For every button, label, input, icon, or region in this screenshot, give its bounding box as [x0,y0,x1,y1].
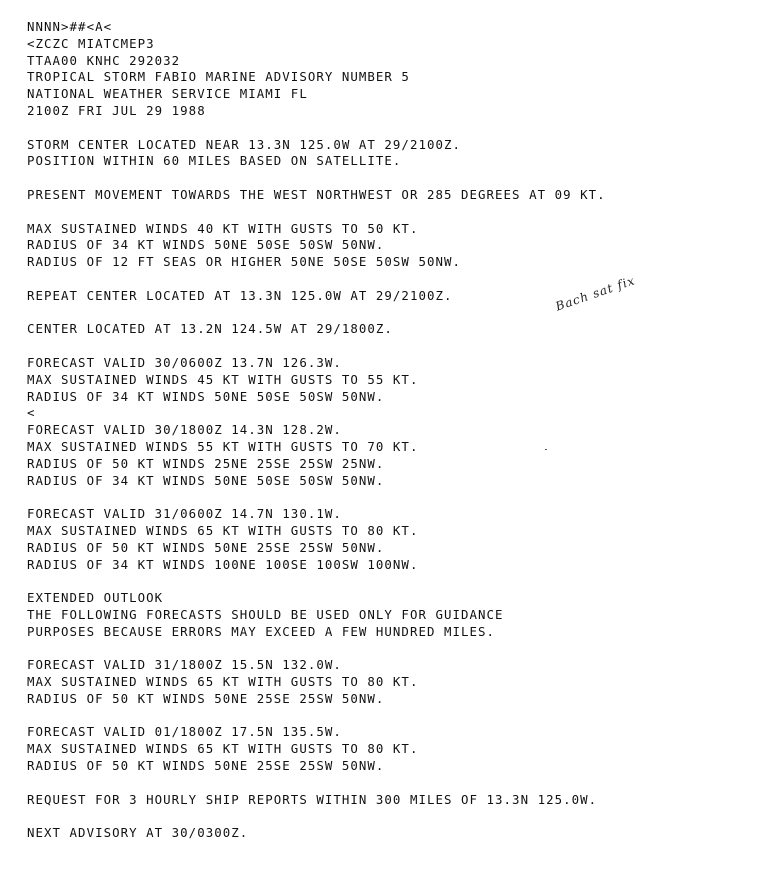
advisory-line: NATIONAL WEATHER SERVICE MIAMI FL [27,86,308,102]
advisory-line: RADIUS OF 34 KT WINDS 50NE 50SE 50SW 50NW. [27,472,385,488]
advisory-line: RADIUS OF 34 KT WINDS 100NE 100SE 100SW 100NW. [27,556,419,572]
advisory-line [27,640,606,657]
advisory-line [27,808,606,825]
advisory-line: <ZCZC MIATCMEP3 [27,35,155,51]
advisory-line: FORECAST VALID 30/0600Z 13.7N 126.3W. [27,354,342,370]
advisory-line [27,708,606,725]
advisory-line: RADIUS OF 34 KT WINDS 50NE 50SE 50SW 50NW. [27,237,385,253]
advisory-line: MAX SUSTAINED WINDS 45 KT WITH GUSTS TO 55 KT. [27,371,419,387]
advisory-line: STORM CENTER LOCATED NEAR 13.3N 125.0W AT 29/2100Z. [27,136,461,152]
advisory-line: NEXT ADVISORY AT 30/0300Z. [27,825,249,841]
advisory-line: TROPICAL STORM FABIO MARINE ADVISORY NUMBER 5 [27,69,410,85]
advisory-line: RADIUS OF 50 KT WINDS 50NE 25SE 25SW 50NW. [27,539,385,555]
advisory-line [27,305,606,322]
advisory-line: EXTENDED OUTLOOK [27,590,164,606]
advisory-line [27,338,606,355]
advisory-line: 2100Z FRI JUL 29 1988 [27,102,206,118]
advisory-line: PRESENT MOVEMENT TOWARDS THE WEST NORTHWEST OR 285 DEGREES AT 09 KT. [27,186,606,202]
handwritten-annotation: Bach sat fix [553,273,637,314]
advisory-line: RADIUS OF 12 FT SEAS OR HIGHER 50NE 50SE 50SW 50NW. [27,254,461,270]
advisory-line: RADIUS OF 34 KT WINDS 50NE 50SE 50SW 50NW. [27,388,385,404]
advisory-line: REPEAT CENTER LOCATED AT 13.3N 125.0W AT 29/2100Z. [27,287,453,303]
advisory-line: POSITION WITHIN 60 MILES BASED ON SATELLITE. [27,153,402,169]
advisory-line: PURPOSES BECAUSE ERRORS MAY EXCEED A FEW HUNDRED MILES. [27,623,496,639]
advisory-line [27,170,606,187]
advisory-line: FORECAST VALID 30/1800Z 14.3N 128.2W. [27,422,342,438]
advisory-line: RADIUS OF 50 KT WINDS 25NE 25SE 25SW 25NW. [27,455,385,471]
ink-speck [545,449,547,450]
advisory-line: RADIUS OF 50 KT WINDS 50NE 25SE 25SW 50NW. [27,690,385,706]
advisory-line: NNNN>##<A< [27,19,113,34]
advisory-line: TTAA00 KNHC 292032 [27,52,181,68]
advisory-line: MAX SUSTAINED WINDS 40 KT WITH GUSTS TO 50 KT. [27,220,419,236]
advisory-line [27,120,606,137]
advisory-line: MAX SUSTAINED WINDS 65 KT WITH GUSTS TO 80 KT. [27,522,419,538]
advisory-line: MAX SUSTAINED WINDS 55 KT WITH GUSTS TO 70 KT. [27,438,419,454]
advisory-text [27,19,606,842]
advisory-line: FORECAST VALID 01/1800Z 17.5N 135.5W. [27,724,342,740]
advisory-line [27,204,606,221]
advisory-line: FORECAST VALID 31/1800Z 15.5N 132.0W. [27,657,342,673]
advisory-line [27,489,606,506]
advisory-line [27,271,606,288]
advisory-line: MAX SUSTAINED WINDS 65 KT WITH GUSTS TO 80 KT. [27,741,419,757]
advisory-line: FORECAST VALID 31/0600Z 14.7N 130.1W. [27,506,342,522]
advisory-line: < [27,405,36,421]
advisory-line [27,775,606,792]
advisory-line: CENTER LOCATED AT 13.2N 124.5W AT 29/1800Z. [27,321,393,337]
advisory-line: MAX SUSTAINED WINDS 65 KT WITH GUSTS TO 80 KT. [27,674,419,690]
advisory-line: THE FOLLOWING FORECASTS SHOULD BE USED ONLY FOR GUIDANCE [27,606,504,622]
advisory-line: REQUEST FOR 3 HOURLY SHIP REPORTS WITHIN 300 MILES OF 13.3N 125.0W. [27,791,598,807]
advisory-line: RADIUS OF 50 KT WINDS 50NE 25SE 25SW 50NW. [27,758,385,774]
advisory-line [27,573,606,590]
